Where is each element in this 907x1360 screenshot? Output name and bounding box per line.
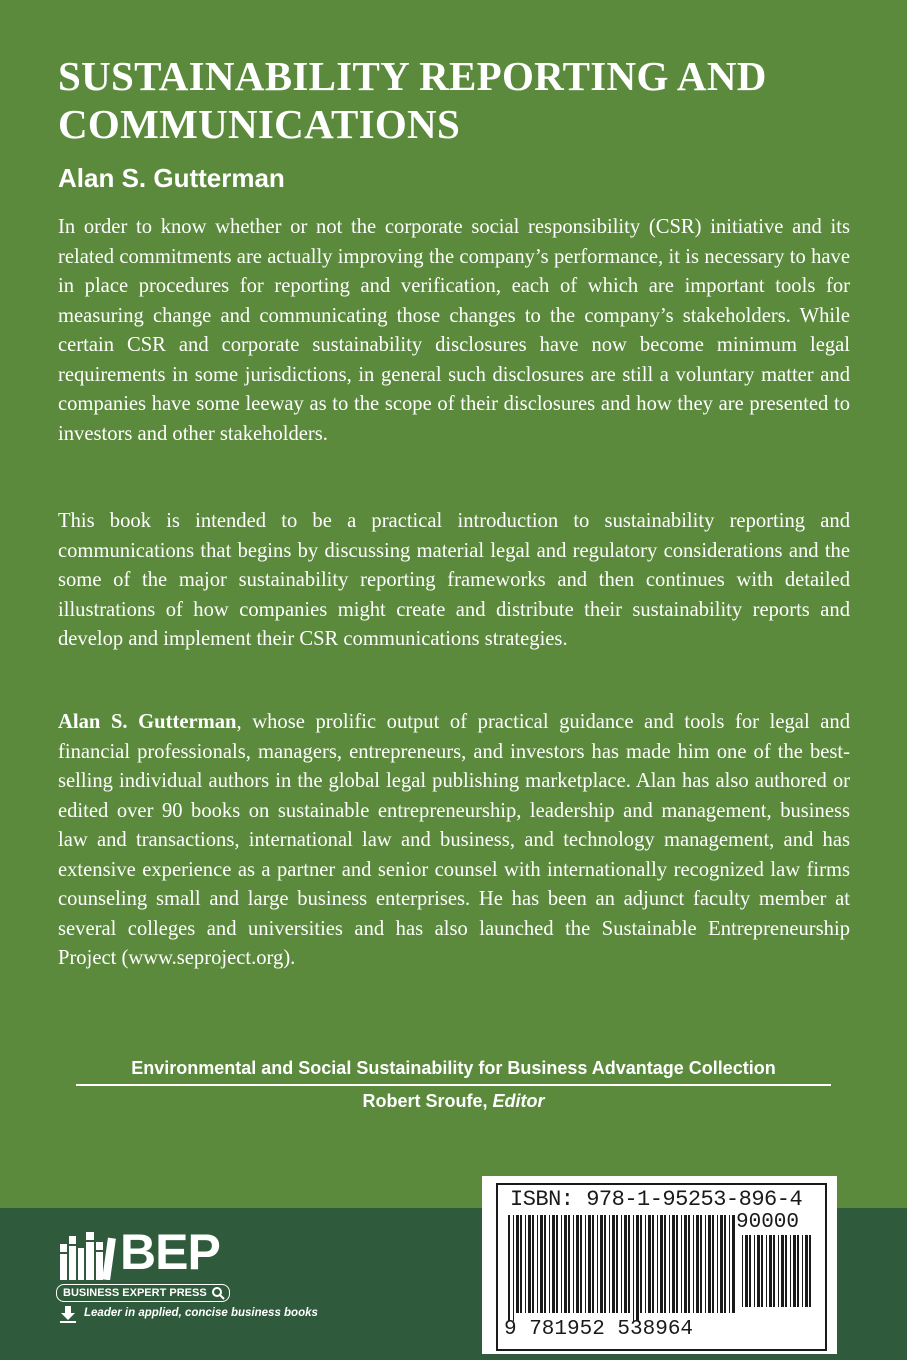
barcode-bar <box>684 1215 687 1313</box>
barcode-bar <box>757 1235 760 1307</box>
publisher-tagline: Leader in applied, concise business books <box>84 1307 318 1319</box>
barcode-bar <box>693 1215 694 1313</box>
author-name: Alan S. Gutterman <box>58 163 285 193</box>
editor-role: Editor <box>492 1091 545 1111</box>
barcode-bar <box>761 1235 763 1307</box>
barcode-bar <box>717 1215 718 1313</box>
barcode-bar <box>640 1215 642 1313</box>
barcode-bar <box>520 1215 522 1313</box>
barcode-bar <box>592 1215 594 1313</box>
barcode-bar <box>580 1215 582 1313</box>
barcode-bar <box>576 1215 579 1313</box>
addon-barcode <box>742 1235 814 1315</box>
barcode-bar <box>672 1215 675 1313</box>
barcode-bar <box>696 1215 699 1313</box>
barcode-bar <box>688 1215 690 1313</box>
barcode-bar <box>549 1215 550 1313</box>
barcode-bar <box>729 1215 730 1313</box>
barcode-bar <box>708 1215 711 1313</box>
barcode-bar <box>732 1215 735 1313</box>
barcode-bar <box>652 1215 654 1313</box>
barcode-bar <box>720 1215 723 1313</box>
barcode-bar <box>802 1235 803 1307</box>
barcode-bar <box>513 1215 514 1321</box>
description-paragraph-1: In order to know whether or not the corporate social responsibility (CSR) initiative and its related commitments are actually improving the company’s performance, it is necessary to have in place procedures for reporting and verification, each of which are important tools for measuring change and communicating those changes to the company’s stakeholders. While certain CSR and corporate sustainability disclosures have now become minimum legal requirements in some jurisdictions, in general such disclosures are still a voluntary matter and companies have some leeway as to the scope of their disclosures and how they are presented to investors and other stakeholders. <box>58 216 850 445</box>
barcode-bar <box>745 1235 748 1307</box>
barcode-bar <box>781 1235 784 1307</box>
publisher-logo <box>56 1220 326 1330</box>
barcode-bar <box>754 1235 755 1307</box>
barcode-bar <box>636 1215 639 1321</box>
barcode-bar <box>809 1235 811 1307</box>
price-code: 90000 <box>736 1211 800 1234</box>
publisher-name-text: BUSINESS EXPERT PRESS <box>63 1287 207 1299</box>
barcode-bar <box>516 1215 519 1313</box>
barcode-bar <box>624 1215 627 1313</box>
book-title-line-1: SUSTAINABILITY REPORTING AND <box>58 53 767 99</box>
barcode-bar <box>621 1215 622 1313</box>
barcode-bar <box>597 1215 598 1313</box>
barcode-bar <box>700 1215 702 1313</box>
barcode-bar <box>657 1215 658 1313</box>
barcode-bar <box>773 1235 775 1307</box>
download-icon <box>58 1304 78 1324</box>
barcode-bar <box>568 1215 570 1313</box>
author-bio-name: Alan S. Gutterman <box>58 711 237 733</box>
barcode-bar <box>573 1215 574 1313</box>
barcode-bar <box>540 1215 543 1313</box>
barcode-bar <box>532 1215 534 1313</box>
barcode-bar <box>769 1235 772 1307</box>
barcode-bar <box>528 1215 531 1313</box>
barcode-bar <box>585 1215 586 1313</box>
barcode-bar <box>660 1215 663 1313</box>
ean-barcode <box>508 1215 736 1321</box>
barcode-bar <box>742 1235 743 1307</box>
barcode-bar <box>633 1215 634 1321</box>
ean-digits: 9 781952 538964 <box>504 1318 694 1341</box>
book-title-line-2: COMMUNICATIONS <box>58 101 461 147</box>
barcode-bar <box>785 1235 787 1307</box>
description-paragraph-2: This book is intended to be a practical introduction to sustainability reporting and communications that begins by discussing material legal and regulatory considerations and the some of the major sustainability reporting frameworks and then continues with detailed illustrations of how companies might create and distribute their sustainability reports and develop and implement their CSR communications strategies. <box>58 510 850 650</box>
collection-name: Environmental and Social Sustainability for Business Advantage Collection <box>76 1056 831 1086</box>
barcode-bar <box>681 1215 682 1313</box>
books-icon <box>60 1230 120 1280</box>
editor-name: Robert Sroufe, <box>362 1091 493 1111</box>
barcode-bar <box>544 1215 546 1313</box>
barcode-bar <box>676 1215 678 1313</box>
barcode-panel <box>482 1176 837 1354</box>
barcode-bar <box>648 1215 651 1313</box>
barcode-bar <box>552 1215 555 1313</box>
barcode-bar <box>561 1215 562 1313</box>
barcode-bar <box>609 1215 610 1313</box>
barcode-bar <box>749 1235 751 1307</box>
barcode-bar <box>556 1215 558 1313</box>
barcode-bar <box>778 1235 779 1307</box>
barcode-bar <box>790 1235 791 1307</box>
collection-editor <box>76 1089 831 1113</box>
barcode-bar <box>537 1215 538 1313</box>
barcode-bar <box>793 1235 796 1307</box>
barcode-frame <box>496 1183 827 1351</box>
barcode-bar <box>645 1215 646 1313</box>
barcode-bar <box>604 1215 606 1313</box>
barcode-bar <box>766 1235 767 1307</box>
magnifier-icon <box>211 1286 225 1300</box>
barcode-bar <box>712 1215 714 1313</box>
barcode-bar <box>628 1215 630 1313</box>
barcode-bar <box>612 1215 615 1313</box>
author-bio <box>58 708 850 974</box>
barcode-bar <box>616 1215 618 1313</box>
barcode-bar <box>525 1215 526 1313</box>
publisher-logo-text: BEP <box>120 1224 220 1280</box>
barcode-bar <box>705 1215 706 1313</box>
isbn-label: ISBN: 978-1-95253-896-4 <box>510 1187 803 1212</box>
barcode-bar <box>564 1215 567 1313</box>
barcode-bar <box>600 1215 603 1313</box>
book-title <box>58 52 858 148</box>
barcode-bar <box>797 1235 799 1307</box>
barcode-bar <box>805 1235 808 1307</box>
barcode-bar <box>724 1215 726 1313</box>
barcode-bar <box>588 1215 591 1313</box>
barcode-bar <box>508 1215 510 1321</box>
barcode-bar <box>664 1215 666 1313</box>
author-bio-text: , whose prolific output of practical guidance and tools for legal and financial professionals, managers, entrepreneurs, and investors has made him one of the best-selling individual authors in the global legal publishing marketplace. Alan has also authored or edited over 90 books on sustainable entrepreneurship, leadership and management, business law and transactions, international law and business, and technology management, and has extensive experience as a partner and senior counsel with internationally recognized law firms counseling small and large business enterprises. He has been an adjunct faculty member at several colleges and universities and has also launched the Sustainable Entrepreneurship Project (www.seproject.org). <box>58 711 850 969</box>
barcode-bar <box>669 1215 670 1313</box>
publisher-name <box>56 1284 230 1302</box>
